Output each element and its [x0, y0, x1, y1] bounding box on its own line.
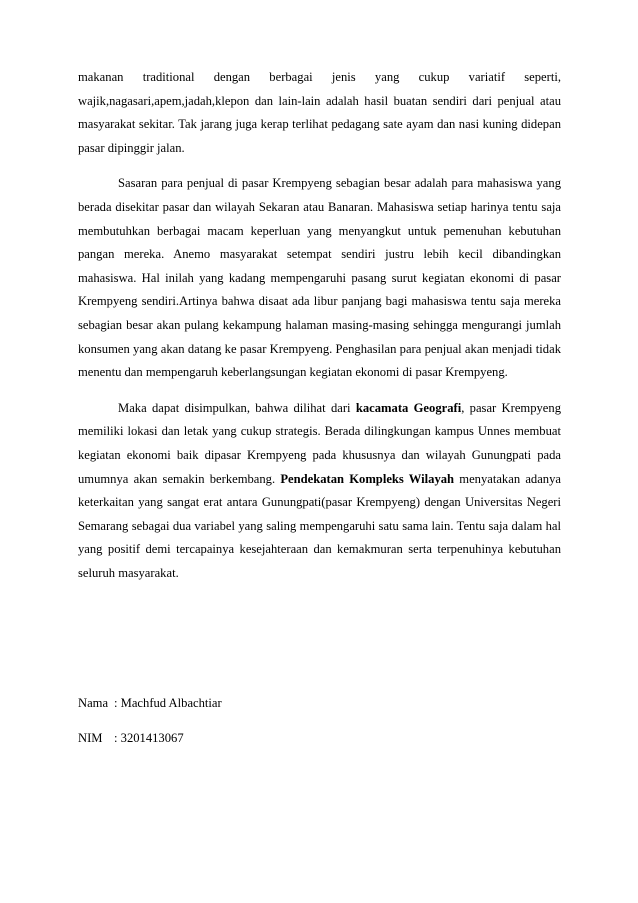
paragraph-1-text: makanan traditional dengan berbagai jenis yang cukup variatif seperti, wajik,nagasari,apem,jadah,klepon dan lain-lain adalah hasil buatan sendiri dari penjual atau masyarakat sekitar. Tak jarang juga kerap terlihat pedagang sate ayam dan nasi kuning didepan pasar dipinggir jalan.	[78, 70, 561, 155]
paragraph-3-bold-kacamata: kacamata Geografi	[355, 400, 462, 415]
paragraph-3-bold-pendekatan: Pendekatan Kompleks Wilayah	[280, 471, 455, 486]
paragraph-2	[78, 172, 561, 384]
paragraph-3	[78, 397, 561, 586]
paragraph-3-text-c: menyatakan adanya keterkaitan yang sangat erat antara Gunungpati(pasar Krempyeng) dengan Universitas Negeri Semarang sebagai dua variabel yang saling mempengaruhi satu sama lain. Tentu saja dalam hal yang positif demi tercapainya kesejahteraan dan kemakmuran serta terpenuhinya kebutuhan seluruh masyarakat.	[78, 471, 561, 580]
nim-value: : 3201413067	[114, 731, 184, 745]
document-body	[78, 66, 561, 597]
paragraph-3-text-b: , pasar Krempyeng memiliki lokasi dan letak yang cukup strategis. Berada dilingkungan kampus Unnes membuat kegiatan ekonomi baik dipasar Krempyeng pada khususnya dan wilayah Gunungpati pada umumnya akan semakin berkembang.	[78, 400, 561, 486]
name-label: Nama	[78, 696, 109, 710]
signature-nim-line	[78, 729, 184, 747]
name-value: : Machfud Albachtiar	[114, 696, 222, 710]
paragraph-1	[78, 66, 561, 160]
paragraph-2-text: Sasaran para penjual di pasar Krempyeng sebagian besar adalah para mahasiswa yang berada disekitar pasar dan wilayah Sekaran atau Banaran. Mahasiswa setiap harinya tentu saja membutuhkan berbagai macam keperluan yang menyangkut untuk pemenuhan kebutuhan pangan mereka. Anemo masyarakat setempat sendiri justru lebih kecil dibandingkan mahasiswa. Hal inilah yang kadang mempengaruhi pasang surut kegiatan ekonomi di pasar Krempyeng sendiri.Artinya bahwa disaat ada libur panjang bagi mahasiswa tentu saja mereka sebagian besar akan pulang kekampung halaman masing-masing sehingga mengurangi jumlah konsumen yang akan datang ke pasar Krempyeng. Penghasilan para penjual akan menjadi tidak menentu dan mempengaruh keberlangsungan kegiatan ekonomi di pasar Krempyeng.	[78, 176, 561, 380]
nim-label: NIM	[78, 731, 103, 745]
paragraph-3-text-a: Maka dapat disimpulkan, bahwa dilihat dari	[118, 400, 356, 415]
signature-name-line	[78, 694, 222, 712]
